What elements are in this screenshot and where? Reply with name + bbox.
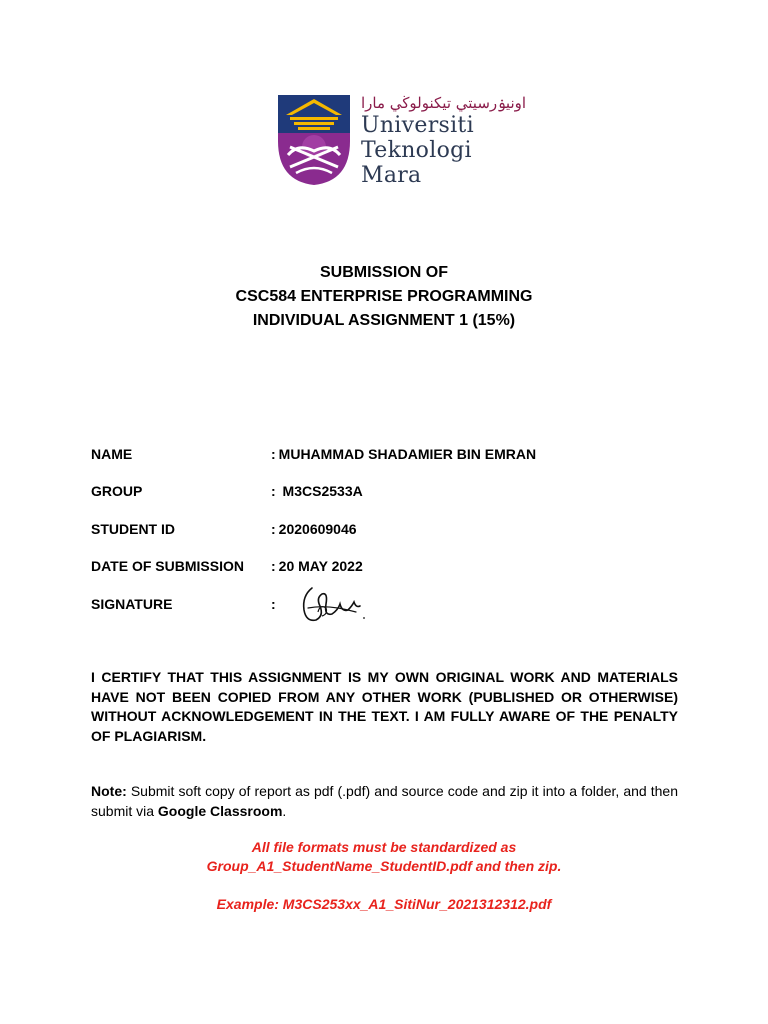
field-label-student-id: STUDENT ID (91, 521, 175, 537)
field-colon: : (271, 596, 276, 612)
logo-wordmark (361, 93, 527, 188)
handwritten-signature-icon (298, 582, 368, 626)
field-label-date: DATE OF SUBMISSION (91, 558, 244, 574)
uitm-crest-icon (276, 93, 352, 186)
title-line-2: CSC584 ENTERPRISE PROGRAMMING (235, 288, 533, 305)
field-colon: : (271, 558, 276, 574)
note-period: . (282, 802, 287, 819)
format-instruction-line-2: Group_A1_StudentName_StudentID.pdf and then zip. (206, 858, 562, 874)
field-value-date: 20 MAY 2022 (278, 558, 363, 574)
field-label-group: GROUP (91, 483, 143, 499)
format-example: Example: M3CS253xx_A1_SitiNur_2021312312.pdf (216, 896, 552, 912)
field-value-student-id: 2020609046 (278, 521, 357, 537)
title-line-3: INDIVIDUAL ASSIGNMENT 1 (15%) (252, 312, 516, 329)
logo-line-teknologi: Teknologi (361, 138, 472, 163)
document-title (0, 261, 768, 333)
logo-line-mara: Mara (361, 163, 422, 188)
field-label-name: NAME (91, 446, 133, 462)
field-label-signature: SIGNATURE (91, 596, 173, 612)
logo-line-universiti: Universiti (361, 113, 474, 138)
field-value-group: M3CS2533A (278, 483, 363, 499)
format-instruction-line-1: All file formats must be standardized as (251, 839, 517, 855)
field-colon: : (271, 521, 276, 537)
field-value-name: MUHAMMAD SHADAMIER BIN EMRAN (278, 446, 537, 462)
logo-jawi-text: اونيۏرسيتي تيكنولوڬي مارا (361, 94, 527, 112)
university-logo (276, 93, 527, 188)
title-line-1: SUBMISSION OF (319, 264, 448, 281)
field-colon: : (271, 446, 276, 462)
note-paragraph (91, 782, 678, 821)
note-label: Note: (91, 783, 127, 799)
field-colon: : (271, 483, 276, 499)
note-text: Submit soft copy of report as pdf (.pdf) and source code and zip it into a folder, and then submit via (91, 783, 678, 819)
declaration-paragraph: I CERTIFY THAT THIS ASSIGNMENT IS MY OWN ORIGINAL WORK AND MATERIALS HAVE NOT BEEN COPIED FROM ANY OTHER WORK (PUBLISHED OR OTHERWISE) WITHOUT ACKNOWLEDGEMENT IN THE TEXT. I AM FULLY AWARE OF THE PENALTY OF PLAGIARISM. (91, 669, 678, 744)
note-google-classroom: Google Classroom (157, 802, 283, 819)
